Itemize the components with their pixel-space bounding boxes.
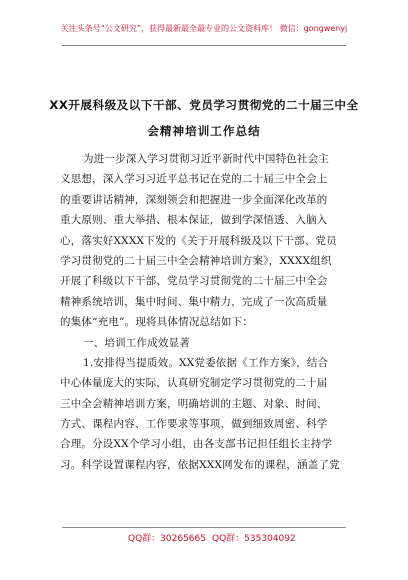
document-body xyxy=(60,149,348,475)
document-title-line-2: 会精神培训工作总结 xyxy=(147,124,261,138)
body-line: 1.安排得当提质效。XX党委依据《工作方案》，结合 xyxy=(83,356,329,369)
body-line: 习。科学设置课程内容，依据XXX网发布的课程，涵盖了党 xyxy=(60,458,340,471)
document-title-line-1: XX开展科级及以下干部、党员学习贯彻党的二十届三中全 xyxy=(49,98,359,112)
body-line: 心，落实好XXXX下发的《关于开展科级及以下干部、党员 xyxy=(60,234,337,247)
body-line: 精神系统培训，集中时间、集中精力，完成了一次高质量 xyxy=(60,295,328,308)
header-banner: 关注头条号“公文研究”，获得最新最全最专业的公文资料库！ 微信：gongwenyj xyxy=(60,24,348,33)
footer-divider xyxy=(62,527,346,528)
body-line: 方式、课程内容、工作要求等事项，做到细致周密、科学 xyxy=(60,418,328,431)
footer-qq-group-2: QQ群：535304092 xyxy=(212,534,296,544)
body-line: 义思想，深入学习习近平总书记在党的二十届三中全会上 xyxy=(60,173,328,186)
section-heading: 一、培训工作成效显著 xyxy=(83,336,190,349)
body-line: 中心体量庞大的实际，认真研究制定学习贯彻党的二十届 xyxy=(60,377,328,390)
body-line: 合理。分设XX个学习小组，由各支部书记担任组长主持学 xyxy=(60,438,333,451)
header-divider xyxy=(62,45,346,46)
body-line: 三中全会精神培训方案，明确培训的主题、对象、时间、 xyxy=(60,397,328,410)
body-line: 开展了科级以下干部、党员学习贯彻党的二十届三中全会 xyxy=(60,275,328,288)
body-line: 学习贯彻党的二十届三中全会精神培训方案》，XXXX组织 xyxy=(60,254,332,267)
body-line: 重大原则、重大举措、根本保证，做到学深悟透、入脑入 xyxy=(60,214,328,227)
body-line: 的集体“充电”。现将具体情况总结如下： xyxy=(60,316,254,329)
body-line: 的重要讲话精神，深刻领会和把握进一步全面深化改革的 xyxy=(60,193,328,206)
footer-qq-group-1: QQ群：30265665 xyxy=(128,534,206,544)
body-line: 为进一步深入学习贯彻习近平新时代中国特色社会主 xyxy=(83,153,330,165)
